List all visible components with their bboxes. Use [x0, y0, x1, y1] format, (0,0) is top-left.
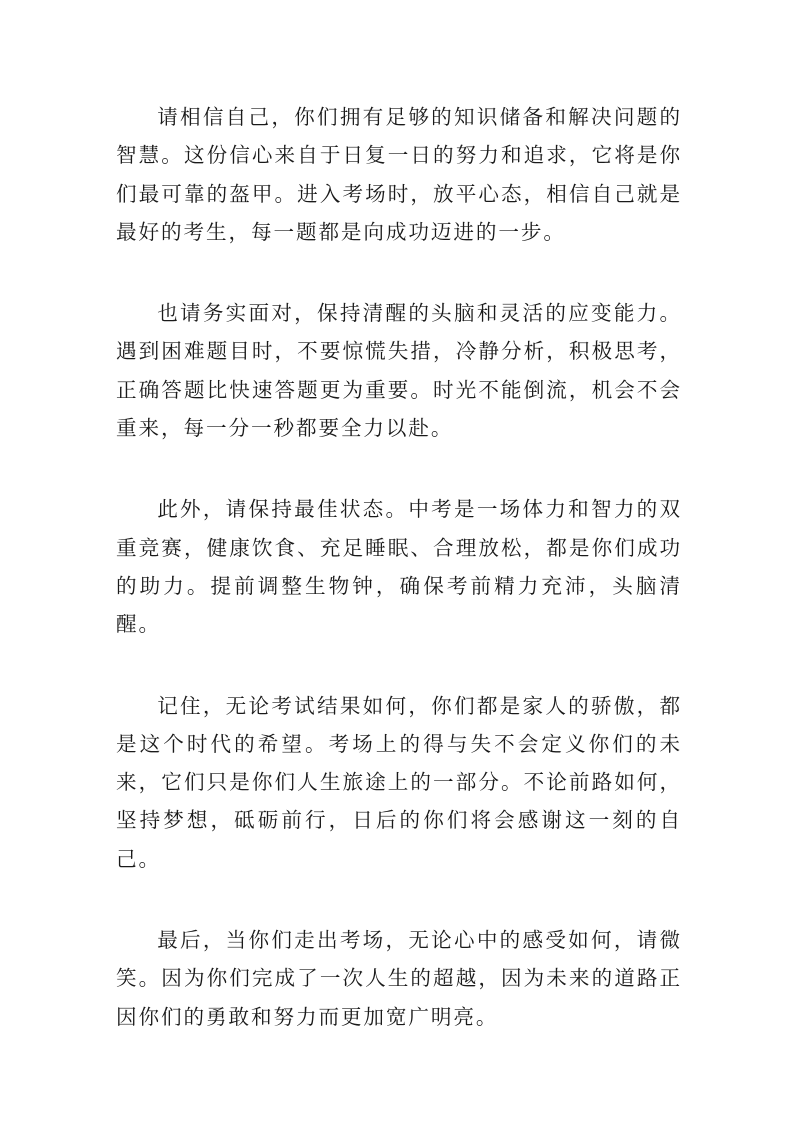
paragraph-3: 此外，请保持最佳状态。中考是一场体力和智力的双重竞赛，健康饮食、充足睡眠、合理放松，都是你们成功的助力。提前调整生物钟，确保考前精力充沛，头脑清醒。: [116, 497, 682, 637]
document-body: [116, 98, 682, 1036]
paragraph-5: 最后，当你们走出考场，无论心中的感受如何，请微笑。因为你们完成了一次人生的超越，因为未来的道路正因你们的勇敢和努力而更加宽广明亮。: [116, 928, 682, 1029]
paragraph-2: 也请务实面对，保持清醒的头脑和灵活的应变能力。遇到困难题目时，不要惊慌失措，冷静分析，积极思考，正确答题比快速答题更为重要。时光不能倒流，机会不会重来，每一分一秒都要全力以赴。: [116, 301, 682, 441]
paragraph-4: 记住，无论考试结果如何，你们都是家人的骄傲，都是这个时代的希望。考场上的得与失不会定义你们的未来，它们只是你们人生旅途上的一部分。不论前路如何，坚持梦想，砥砺前行，日后的你们将会感谢这一刻的自己。: [116, 693, 682, 871]
paragraph-1: 请相信自己，你们拥有足够的知识储备和解决问题的智慧。这份信心来自于日复一日的努力和追求，它将是你们最可靠的盔甲。进入考场时，放平心态，相信自己就是最好的考生，每一题都是向成功迈进的一步。: [116, 105, 682, 244]
